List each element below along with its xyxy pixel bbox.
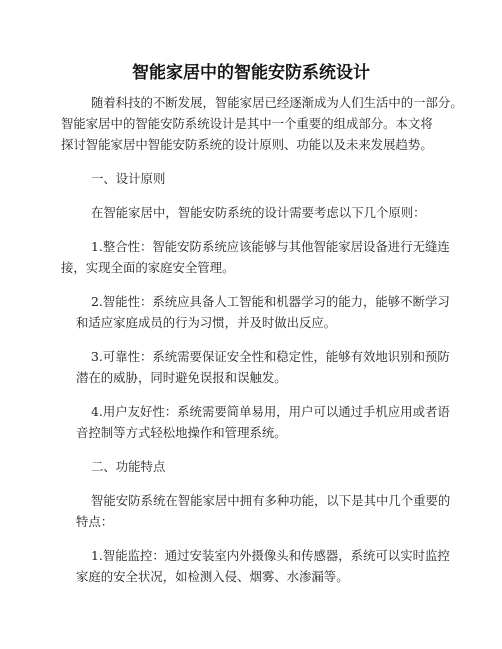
paragraph-line: 智能安防系统在智能家居中拥有多种功能，以下是其中几个重要的 <box>91 493 451 508</box>
document-title: 智能家居中的智能安防系统设计 <box>132 63 370 83</box>
list-item-line: 1.智能监控：通过安装室内外摄像头和传感器，系统可以实时监控 <box>91 548 450 563</box>
list-item-line: 4.用户友好性：系统需要简单易用，用户可以通过手机应用或者语 <box>91 404 450 419</box>
paragraph-line: 特点： <box>76 514 114 529</box>
section-heading: 二、功能特点 <box>91 459 166 474</box>
list-item-line: 家庭的安全状况，如检测入侵、烟雾、水渗漏等。 <box>76 569 349 584</box>
list-item-line: 潜在的威胁，同时避免误报和误触发。 <box>76 370 287 385</box>
paragraph-line: 在智能家居中，智能安防系统的设计需要考虑以下几个原则： <box>91 205 426 220</box>
list-item-line: 1.整合性：智能安防系统应该能够与其他智能家居设备进行无缝连 <box>91 239 450 254</box>
paragraph-line: 智能家居中的智能安防系统设计是其中一个重要的组成部分。本文将 <box>61 116 433 131</box>
list-item-line: 2.智能性：系统应具备人工智能和机器学习的能力，能够不断学习 <box>91 294 450 309</box>
list-item-line: 音控制等方式轻松地操作和管理系统。 <box>76 425 287 440</box>
list-item-line: 接，实现全面的家庭安全管理。 <box>61 260 235 275</box>
list-item-line: 3.可靠性：系统需要保证安全性和稳定性，能够有效地识别和预防 <box>91 349 450 364</box>
paragraph-line: 随着科技的不断发展，智能家居已经逐渐成为人们生活中的一部分。 <box>91 95 463 110</box>
list-item-line: 和适应家庭成员的行为习惯，并及时做出反应。 <box>76 315 337 330</box>
section-heading: 一、设计原则 <box>91 171 166 186</box>
paragraph-line: 探讨智能家居中智能安防系统的设计原则、功能以及未来发展趋势。 <box>61 137 433 152</box>
